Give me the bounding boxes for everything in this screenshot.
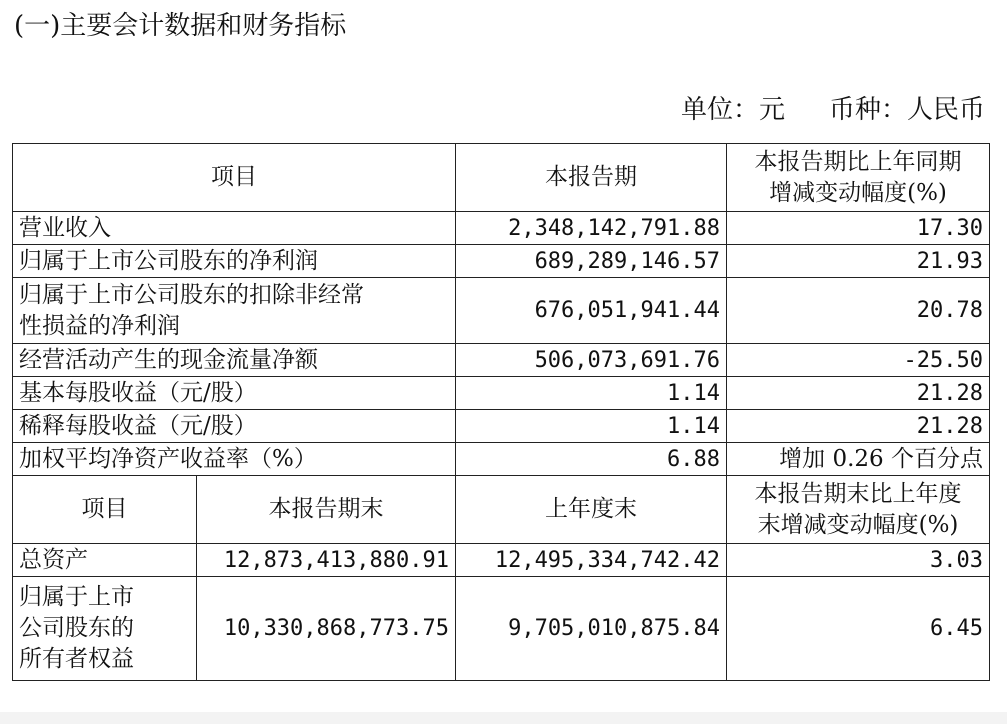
table1-header-change-line1: 本报告期比上年同期 bbox=[754, 148, 962, 175]
section-title: (一)主要会计数据和财务指标 bbox=[14, 11, 347, 41]
row-label-line1: 归属于上市 bbox=[19, 584, 134, 610]
row-change: 6.45 bbox=[727, 577, 990, 681]
row-label: 加权平均净资产收益率（%） bbox=[13, 443, 456, 476]
row-value: 506,073,691.76 bbox=[456, 344, 727, 377]
row-change: 21.28 bbox=[727, 377, 990, 410]
row-period-end: 12,873,413,880.91 bbox=[197, 544, 456, 577]
table2-header-last-year-end: 上年度末 bbox=[456, 476, 727, 544]
row-label-line2: 公司股东的 bbox=[19, 615, 134, 641]
row-label-line2: 性损益的净利润 bbox=[19, 312, 180, 339]
table-row bbox=[13, 577, 990, 681]
row-change: 21.28 bbox=[727, 410, 990, 443]
row-label: 归属于上市公司股东的净利润 bbox=[13, 245, 456, 278]
row-label: 总资产 bbox=[13, 544, 197, 577]
table1-header-current: 本报告期 bbox=[456, 144, 727, 212]
row-last-year-end: 9,705,010,875.84 bbox=[456, 577, 727, 681]
row-change: -25.50 bbox=[727, 344, 990, 377]
currency-label: 币种：人民币 bbox=[828, 95, 985, 125]
row-label bbox=[13, 278, 456, 344]
table2-header-item: 项目 bbox=[13, 476, 197, 544]
table1-header-item: 项目 bbox=[13, 144, 456, 212]
row-change: 20.78 bbox=[727, 278, 990, 344]
table2-header-change-line2: 末增减变动幅度(%) bbox=[757, 511, 959, 538]
row-change: 17.30 bbox=[727, 212, 990, 245]
unit-currency-line bbox=[681, 92, 985, 128]
table-row bbox=[13, 443, 990, 476]
row-label-line3: 所有者权益 bbox=[19, 646, 134, 672]
row-value: 1.14 bbox=[456, 377, 727, 410]
row-change: 21.93 bbox=[727, 245, 990, 278]
row-change: 增加 0.26 个百分点 bbox=[727, 443, 990, 476]
table2-header-row bbox=[13, 476, 990, 544]
row-label: 经营活动产生的现金流量净额 bbox=[13, 344, 456, 377]
row-period-end: 10,330,868,773.75 bbox=[197, 577, 456, 681]
row-value: 2,348,142,791.88 bbox=[456, 212, 727, 245]
table-row bbox=[13, 245, 990, 278]
table-row bbox=[13, 377, 990, 410]
table-row bbox=[13, 544, 990, 577]
row-label: 基本每股收益（元/股） bbox=[13, 377, 456, 410]
unit-label: 单位：元 bbox=[680, 95, 785, 125]
table2-header-change bbox=[727, 476, 990, 544]
row-label-line1: 归属于上市公司股东的扣除非经常 bbox=[19, 281, 364, 308]
table-row bbox=[13, 278, 990, 344]
row-label: 稀释每股收益（元/股） bbox=[13, 410, 456, 443]
table-row bbox=[13, 344, 990, 377]
table2-header-change-line1: 本报告期末比上年度 bbox=[754, 480, 962, 507]
table1-header-change bbox=[727, 144, 990, 212]
table-row bbox=[13, 212, 990, 245]
row-change: 3.03 bbox=[727, 544, 990, 577]
row-value: 676,051,941.44 bbox=[456, 278, 727, 344]
row-label bbox=[13, 577, 197, 681]
table1-header-row bbox=[13, 144, 990, 212]
row-value: 689,289,146.57 bbox=[456, 245, 727, 278]
row-last-year-end: 12,495,334,742.42 bbox=[456, 544, 727, 577]
row-value: 1.14 bbox=[456, 410, 727, 443]
table1-header-change-line2: 增减变动幅度(%) bbox=[769, 179, 947, 206]
row-value: 6.88 bbox=[456, 443, 727, 476]
page-bottom-edge bbox=[0, 712, 1007, 724]
table-row bbox=[13, 410, 990, 443]
row-label: 营业收入 bbox=[13, 212, 456, 245]
financial-data-table bbox=[12, 143, 990, 681]
table2-header-period-end: 本报告期末 bbox=[197, 476, 456, 544]
